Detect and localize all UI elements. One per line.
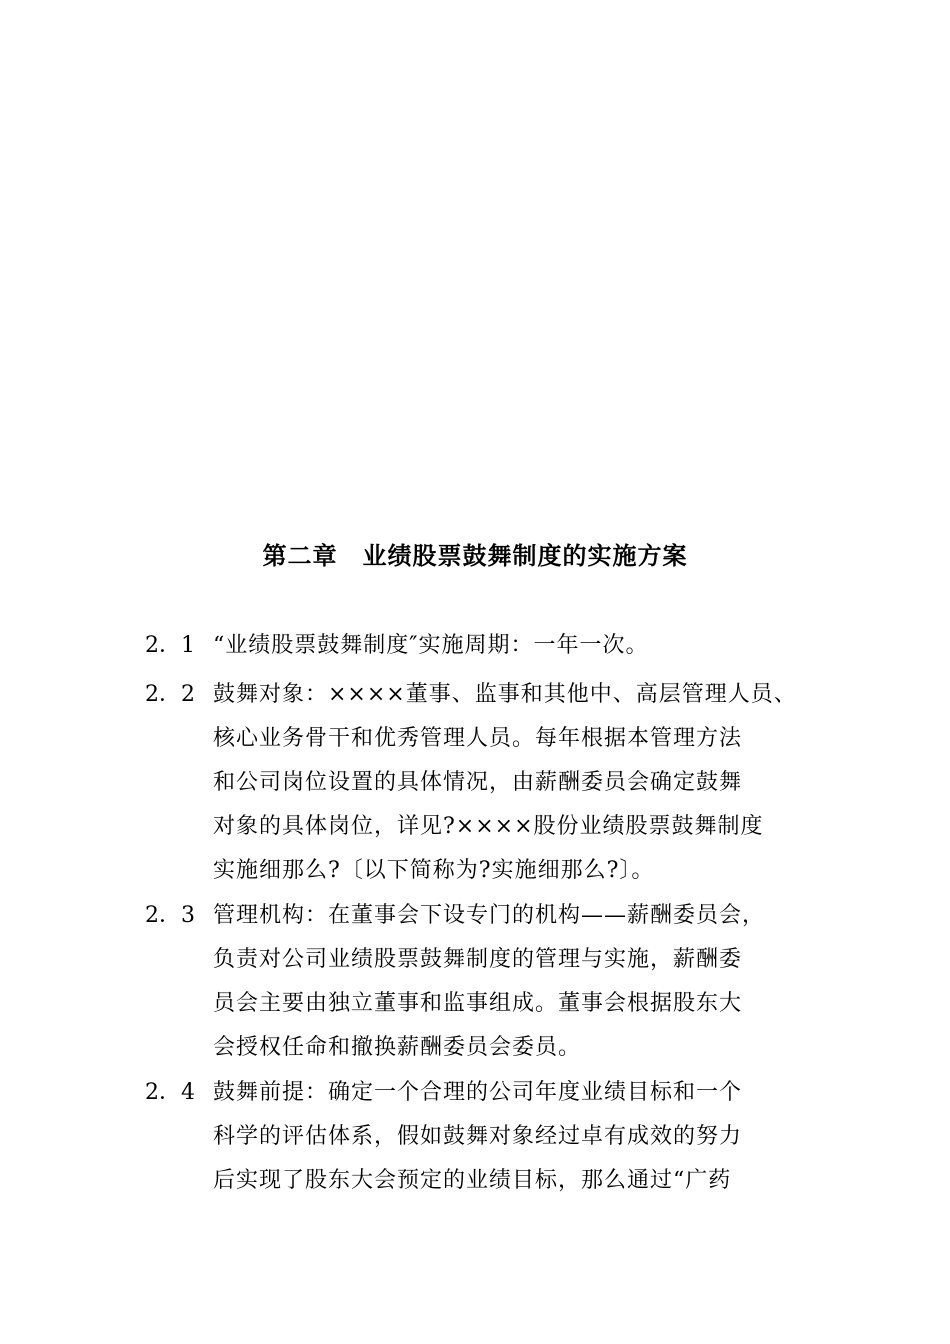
- section-text: [213, 1071, 833, 1203]
- text-line: 后实现了股东大会预定的业绩目标，那么通过“广药: [213, 1168, 732, 1193]
- text-line: 对象的具体岗位，详见?××××股份业绩股票鼓舞制度: [213, 814, 764, 839]
- text-line: “业绩股票鼓舞制度″实施周期：一年一次。: [213, 633, 649, 658]
- text-line: 鼓舞对象：××××董事、监事和其他中、高层管理人员、: [213, 682, 797, 707]
- text-line: 实施细那么?〔以下简称为?实施细那么?〕。: [213, 858, 655, 883]
- text-line: 管理机构：在董事会下设专门的机构——薪酬委员会，: [213, 903, 766, 928]
- text-line: 员会主要由独立董事和监事组成。董事会根据股东大: [213, 991, 743, 1016]
- text-line: 会授权任命和撤换薪酬委员会委员。: [213, 1035, 582, 1060]
- text-line: 鼓舞前提：确定一个合理的公司年度业绩目标和一个: [213, 1080, 743, 1105]
- section-number: 2．4: [145, 1080, 195, 1105]
- section-text: [213, 673, 833, 893]
- section-text: [213, 624, 833, 668]
- section-number: 2．1: [145, 633, 195, 658]
- section-text: [213, 894, 833, 1070]
- text-line: 核心业务骨干和优秀管理人员。每年根据本管理方法: [213, 726, 743, 751]
- text-line: 和公司岗位设置的具体情况，由薪酬委员会确定鼓舞: [213, 770, 743, 795]
- chapter-title: 第二章 业绩股票鼓舞制度的实施方案: [262, 541, 688, 570]
- section-number: 2．3: [145, 903, 195, 928]
- text-line: 负责对公司业绩股票鼓舞制度的管理与实施，薪酬委: [213, 947, 743, 972]
- text-line: 科学的评估体系，假如鼓舞对象经过卓有成效的努力: [213, 1124, 743, 1149]
- section-number: 2．2: [145, 682, 195, 707]
